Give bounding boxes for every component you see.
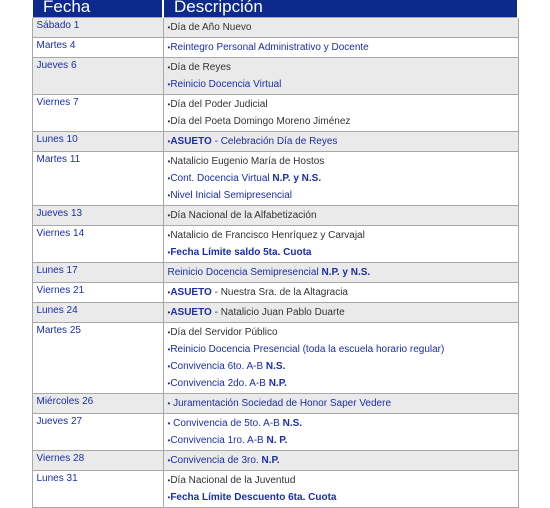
event-item (168, 472, 515, 489)
event-date: Miércoles 26 (32, 393, 163, 413)
table-row (32, 302, 518, 322)
table-row (32, 225, 518, 262)
event-description (163, 470, 518, 507)
event-item (168, 395, 515, 412)
event-item (168, 133, 515, 150)
event-date: Lunes 17 (32, 262, 163, 282)
bullet-icon: • (167, 398, 171, 408)
event-description (163, 413, 518, 450)
event-text: - Nuestra Sra. de la Altagracia (211, 286, 348, 298)
event-text: Convivencia 1ro. A-B (170, 434, 267, 446)
bullet-icon: • (167, 230, 171, 240)
event-text: Día Nacional de la Alfabetización (170, 209, 317, 221)
bullet-icon: • (167, 156, 171, 166)
event-item (168, 284, 515, 301)
event-text: Juramentación Sociedad de Honor Saper Vedere (170, 397, 392, 409)
bullet-icon: • (167, 247, 171, 257)
event-item (168, 358, 515, 375)
event-description (163, 302, 518, 322)
event-text: Día de Año Nuevo (170, 21, 252, 33)
event-date: Sábado 1 (32, 17, 163, 37)
event-date: Martes 4 (32, 37, 163, 57)
event-date: Jueves 13 (32, 205, 163, 225)
bullet-icon: • (167, 79, 171, 89)
bullet-icon: • (167, 327, 171, 337)
bullet-icon: • (167, 378, 171, 388)
bullet-icon: • (167, 173, 171, 183)
table-row (32, 262, 518, 282)
header-description: Descripción (163, 0, 518, 17)
event-date: Lunes 10 (32, 131, 163, 151)
event-description (163, 131, 518, 151)
event-item (168, 452, 515, 469)
event-text: Nivel Inicial Semipresencial (170, 189, 293, 201)
event-text: N.P. y N.S. (321, 266, 371, 278)
event-item (168, 244, 515, 261)
event-date: Martes 11 (32, 151, 163, 205)
event-item (168, 432, 515, 449)
event-text: N.P. (261, 454, 280, 466)
event-description (163, 17, 518, 37)
table-row (32, 94, 518, 131)
event-item (168, 264, 515, 281)
event-item (168, 324, 515, 341)
event-date: Martes 25 (32, 322, 163, 393)
event-date: Lunes 24 (32, 302, 163, 322)
event-text: Día del Poeta Domingo Moreno Jiménez (170, 115, 351, 127)
event-text: Día del Servidor Público (170, 326, 278, 338)
event-text: Natalicio Eugenio María de Hostos (170, 155, 325, 167)
table-header-row (32, 0, 518, 17)
calendar-table (31, 0, 519, 508)
bullet-icon: • (167, 62, 171, 72)
bullet-icon: • (167, 287, 171, 297)
event-text: ASUETO (170, 135, 212, 147)
bullet-icon: • (167, 210, 171, 220)
event-item (168, 153, 515, 170)
event-text: ASUETO (170, 306, 212, 318)
table-row (32, 205, 518, 225)
table-row (32, 393, 518, 413)
event-item (168, 76, 515, 93)
event-text: Reinicio Docencia Virtual (170, 78, 282, 90)
event-text: N.P. (268, 377, 287, 389)
event-description (163, 282, 518, 302)
bullet-icon: • (167, 435, 171, 445)
event-text: N.P. y N.S. (272, 172, 322, 184)
event-item (168, 59, 515, 76)
event-description (163, 225, 518, 262)
event-text: N.S. (282, 417, 303, 429)
event-text: Día del Poder Judicial (170, 98, 268, 110)
table-row (32, 450, 518, 470)
event-description (163, 37, 518, 57)
event-item (168, 375, 515, 392)
event-text: Día de Reyes (170, 61, 231, 73)
event-item (168, 187, 515, 204)
event-item (168, 341, 515, 358)
bullet-icon: • (167, 99, 171, 109)
event-description (163, 57, 518, 94)
event-description (163, 94, 518, 131)
event-date: Jueves 27 (32, 413, 163, 450)
table-row (32, 151, 518, 205)
event-item (168, 304, 515, 321)
table-row (32, 470, 518, 507)
event-item (168, 113, 515, 130)
event-item (168, 415, 515, 432)
event-description (163, 151, 518, 205)
event-text: Convivencia de 5to. A-B (170, 417, 283, 429)
table-row (32, 17, 518, 37)
event-description (163, 450, 518, 470)
bullet-icon: • (167, 418, 171, 428)
event-text: Fecha Límite Descuento 6ta. Cuota (170, 491, 337, 503)
event-text: - Celebración Día de Reyes (211, 135, 338, 147)
event-date: Viernes 7 (32, 94, 163, 131)
event-date: Jueves 6 (32, 57, 163, 94)
bullet-icon: • (167, 455, 171, 465)
event-text: Reinicio Docencia Semipresencial (167, 266, 322, 278)
table-row (32, 282, 518, 302)
event-item (168, 96, 515, 113)
event-item (168, 489, 515, 506)
event-text: Reintegro Personal Administrativo y Docente (170, 41, 369, 53)
event-text: Convivencia de 3ro. (170, 454, 262, 466)
bullet-icon: • (167, 42, 171, 52)
event-text: N. P. (266, 434, 288, 446)
event-text: Natalicio de Francisco Henríquez y Carvajal (170, 229, 365, 241)
bullet-icon: • (167, 116, 171, 126)
bullet-icon: • (167, 475, 171, 485)
event-item (168, 19, 515, 36)
event-description (163, 322, 518, 393)
bullet-icon: • (167, 22, 171, 32)
bullet-icon: • (167, 361, 171, 371)
table-row (32, 131, 518, 151)
table-row (32, 413, 518, 450)
event-text: Convivencia 2do. A-B (170, 377, 269, 389)
event-text: ASUETO (170, 286, 212, 298)
event-date: Lunes 31 (32, 470, 163, 507)
event-description (163, 205, 518, 225)
table-row (32, 57, 518, 94)
event-description (163, 393, 518, 413)
bullet-icon: • (167, 136, 171, 146)
event-date: Viernes 28 (32, 450, 163, 470)
event-text: Día Nacional de la Juventud (170, 474, 296, 486)
event-item (168, 39, 515, 56)
bullet-icon: • (167, 492, 171, 502)
bullet-icon: • (167, 307, 171, 317)
event-text: Cont. Docencia Virtual (170, 172, 273, 184)
event-text: - Natalicio Juan Pablo Duarte (211, 306, 345, 318)
event-item (168, 207, 515, 224)
event-text: Convivencia 6to. A-B (170, 360, 266, 372)
event-text: N.S. (265, 360, 286, 372)
table-row (32, 37, 518, 57)
event-item (168, 170, 515, 187)
bullet-icon: • (167, 190, 171, 200)
header-date: Fecha (32, 0, 163, 17)
event-date: Viernes 14 (32, 225, 163, 262)
event-description (163, 262, 518, 282)
event-text: Reinicio Docencia Presencial (toda la escuela horario regular) (170, 343, 445, 355)
event-date: Viernes 21 (32, 282, 163, 302)
event-item (168, 227, 515, 244)
event-text: Fecha Límite saldo 5ta. Cuota (170, 246, 312, 258)
calendar-body (32, 17, 518, 507)
bullet-icon: • (167, 344, 171, 354)
table-row (32, 322, 518, 393)
